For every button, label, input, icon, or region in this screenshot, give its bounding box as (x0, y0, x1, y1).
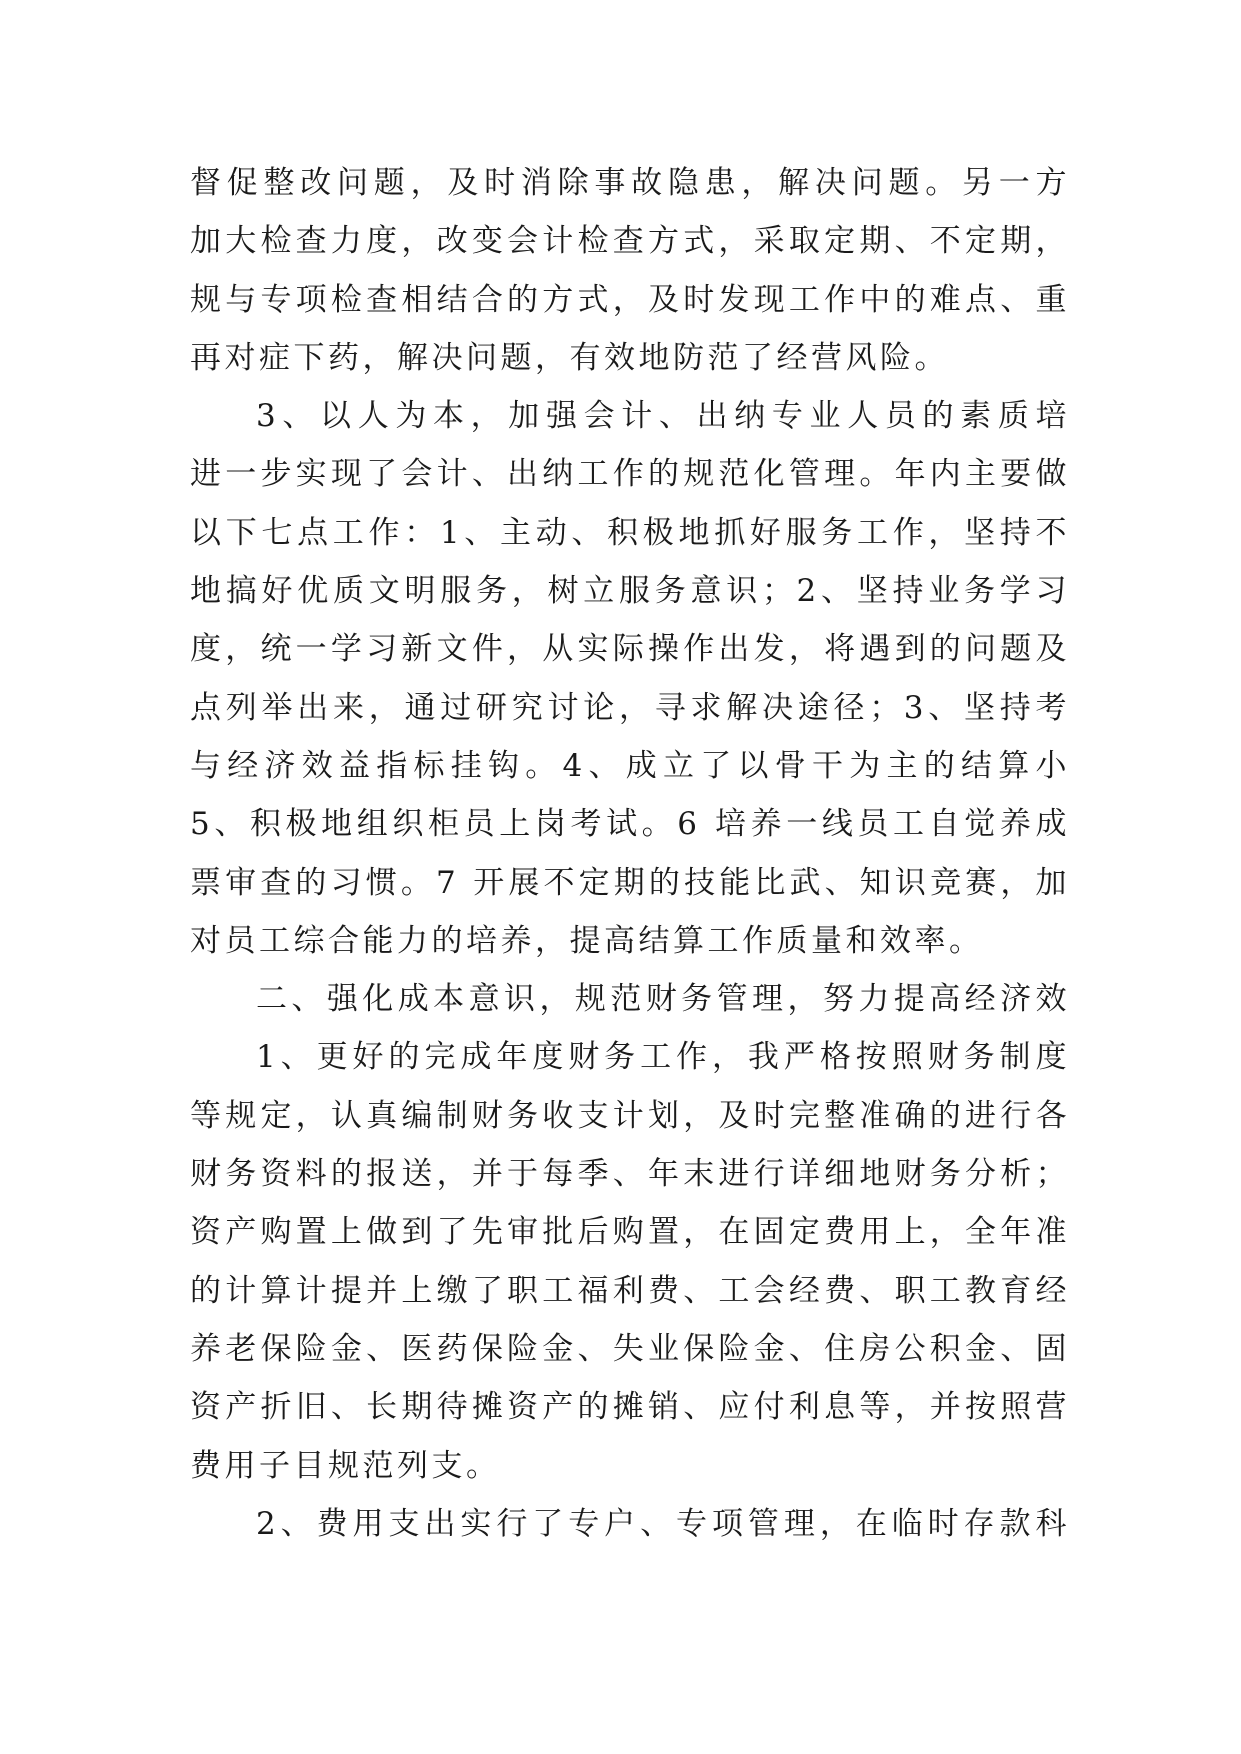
text-line: 地搞好优质文明服务，树立服务意识；2、坚持业务学习 (190, 573, 1070, 610)
text-line: 加大检查力度，改变会计检查方式，采取定期、不定期， (190, 223, 1070, 260)
text-line: 等规定，认真编制财务收支计划，及时完整准确的进行各 (190, 1097, 1070, 1134)
body-text (190, 154, 1070, 1553)
text-line: 费用子目规范列支。 (190, 1447, 501, 1484)
text-line: 二、强化成本意识，规范财务管理，努力提高经济效 (256, 981, 1070, 1018)
text-line: 财务资料的报送，并于每季、年末进行详细地财务分析； (190, 1156, 1070, 1193)
text-line: 度，统一学习新文件，从实际操作出发，将遇到的问题及 (190, 631, 1070, 668)
text-line: 3、以人为本，加强会计、出纳专业人员的素质培 (256, 398, 1070, 435)
text-line: 票审查的习惯。7 开展不定期的技能比武、知识竞赛，加 (190, 864, 1070, 901)
text-line: 与经济效益指标挂钩。4、成立了以骨干为主的结算小 (190, 747, 1070, 784)
text-line: 的计算计提并上缴了职工福利费、工会经费、职工教育经 (190, 1272, 1070, 1309)
text-line: 再对症下药，解决问题，有效地防范了经营风险。 (190, 339, 949, 376)
text-line: 1、更好的完成年度财务工作，我严格按照财务制度 (256, 1039, 1070, 1076)
text-line: 5、积极地组织柜员上岗考试。6 培养一线员工自觉养成 (190, 806, 1070, 843)
text-line: 资产购置上做到了先审批后购置，在固定费用上，全年准 (190, 1214, 1070, 1251)
text-line: 规与专项检查相结合的方式，及时发现工作中的难点、重 (190, 281, 1070, 318)
text-line: 对员工综合能力的培养，提高结算工作质量和效率。 (190, 922, 984, 959)
text-line: 点列举出来，通过研究讨论，寻求解决途径；3、坚持考 (190, 689, 1070, 726)
text-line: 养老保险金、医药保险金、失业保险金、住房公积金、固 (190, 1330, 1070, 1367)
text-line: 资产折旧、长期待摊资产的摊销、应付利息等，并按照营 (190, 1389, 1070, 1426)
text-line: 进一步实现了会计、出纳工作的规范化管理。年内主要做 (190, 456, 1070, 493)
text-line: 2、费用支出实行了专户、专项管理，在临时存款科 (256, 1505, 1070, 1542)
text-line: 以下七点工作：1、主动、积极地抓好服务工作，坚持不 (190, 514, 1070, 551)
text-line: 督促整改问题，及时消除事故隐患，解决问题。另一方 (190, 165, 1070, 201)
